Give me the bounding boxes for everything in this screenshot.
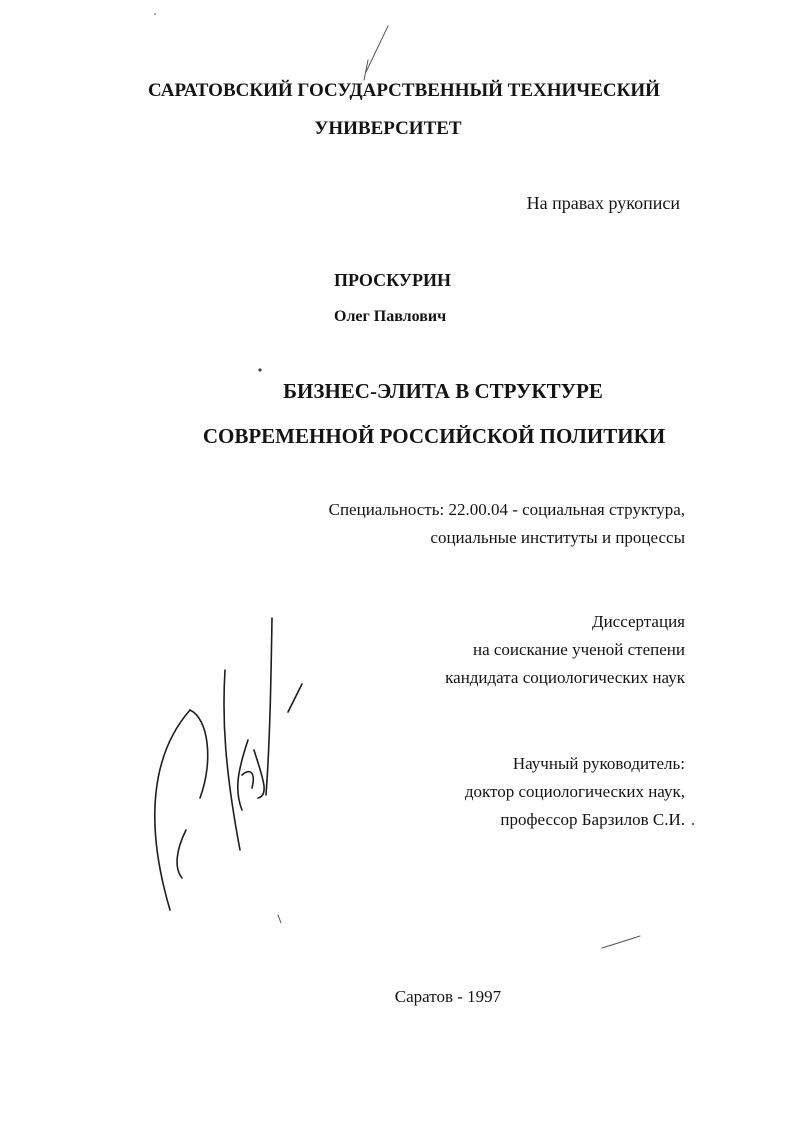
degree-line-1: Диссертация bbox=[591, 612, 685, 631]
dissertation-title-line-1: БИЗНЕС-ЭЛИТА В СТРУКТУРЕ bbox=[283, 379, 603, 403]
university-name-line-2: УНИВЕРСИТЕТ bbox=[314, 118, 462, 139]
specialty-line-2: социальные институты и процессы bbox=[430, 528, 685, 547]
handwritten-signature bbox=[130, 600, 330, 930]
manuscript-rights-note: На правах рукописи bbox=[526, 193, 680, 213]
degree-line-3: кандидата социологических наук bbox=[445, 668, 685, 687]
university-name-line-1: САРАТОВСКИЙ ГОСУДАРСТВЕННЫЙ ТЕХНИЧЕСКИЙ bbox=[148, 80, 660, 101]
degree-line-2: на соискание ученой степени bbox=[472, 640, 685, 659]
author-surname: ПРОСКУРИН bbox=[334, 270, 452, 290]
supervisor-name: профессор Барзилов С.И. bbox=[500, 810, 685, 829]
author-given-name: Олег Павлович bbox=[334, 308, 447, 325]
dissertation-title-line-2: СОВРЕМЕННОЙ РОССИЙСКОЙ ПОЛИТИКИ bbox=[202, 424, 666, 448]
supervisor-degree: доктор социологических наук, bbox=[464, 782, 685, 801]
supervisor-label: Научный руководитель: bbox=[512, 754, 685, 773]
specialty-line-1: Специальность: 22.00.04 - социальная структура, bbox=[328, 500, 685, 519]
place-and-year: Саратов - 1997 bbox=[394, 987, 502, 1006]
